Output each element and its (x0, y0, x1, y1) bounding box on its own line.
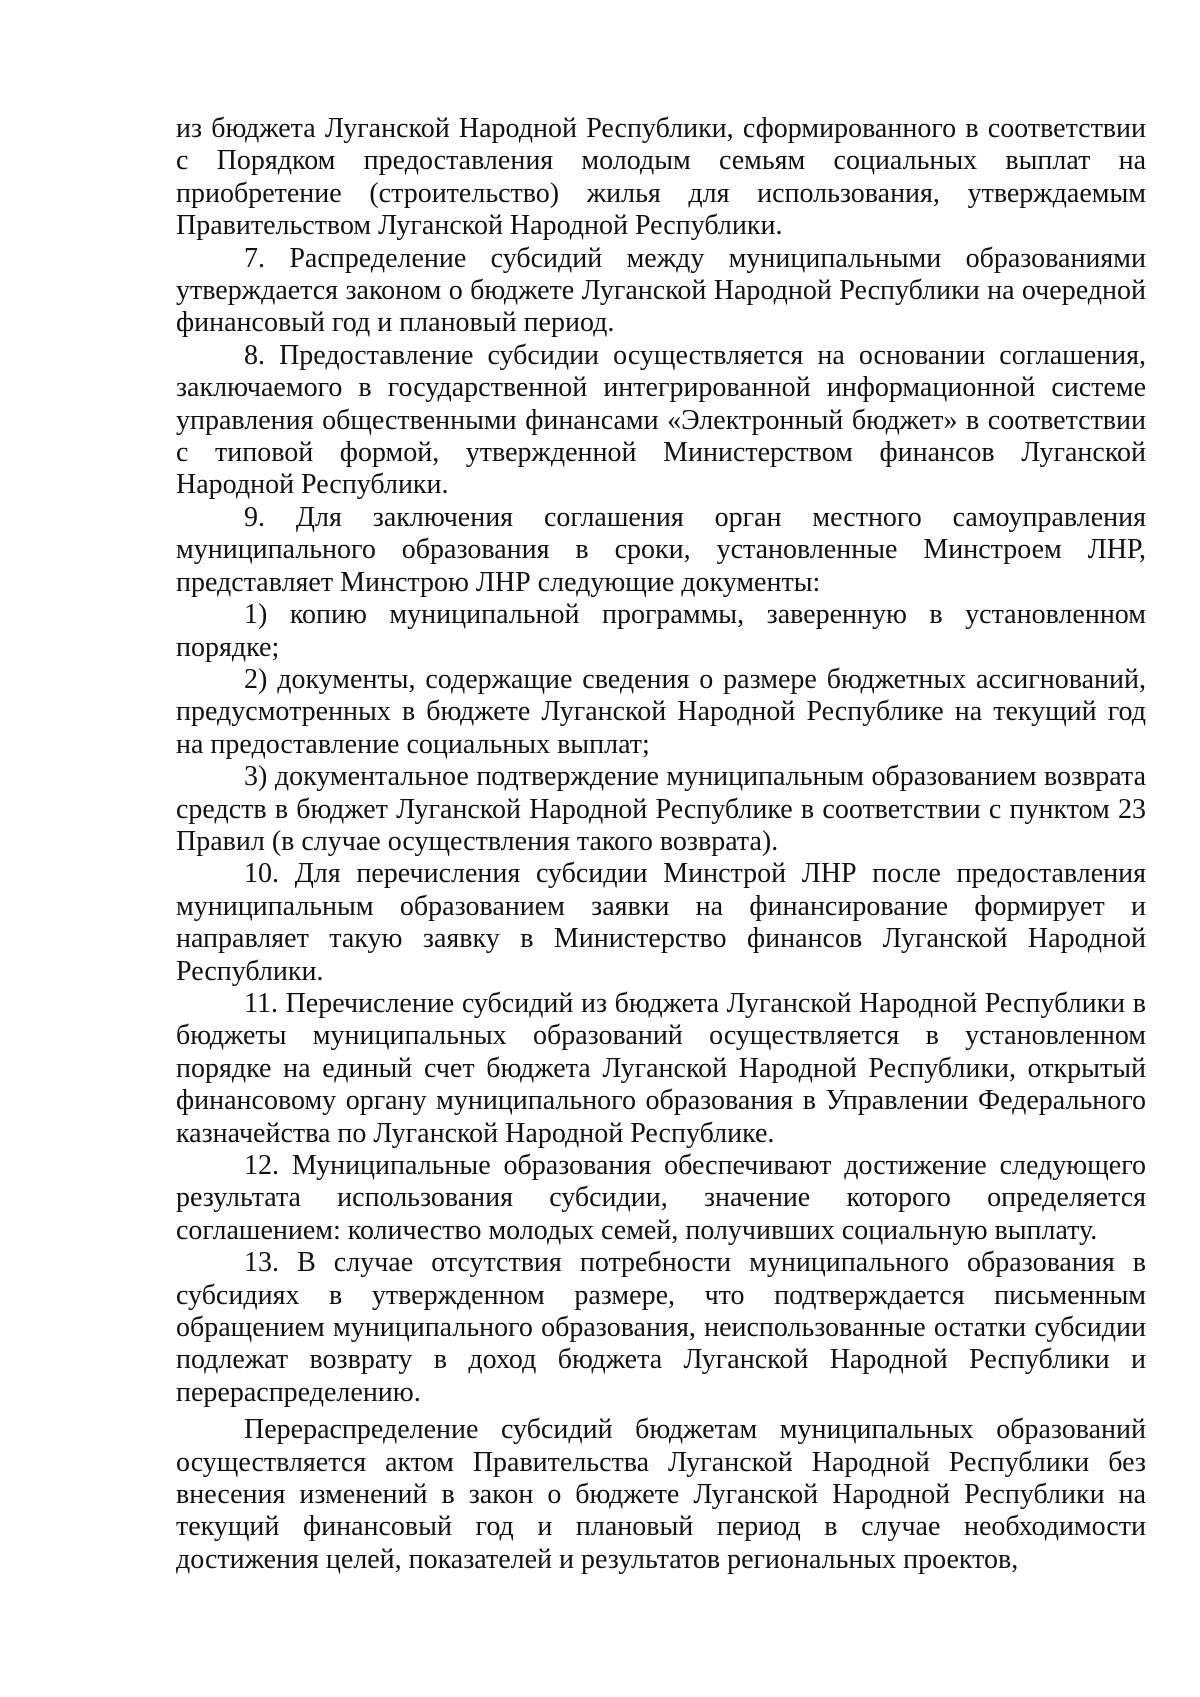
paragraph-redistribution: Перераспределение субсидий бюджетам муниципальных образований осуществляется актом Правительства Луганской Народной Республики без внесения изменений в закон о бюджете Луганской Народной Республики на текущий финансовый год и плановый период в случае необходимости достижения целей, показателей и результатов региональных проектов, (176, 1414, 1146, 1575)
document-page (176, 113, 1146, 1576)
paragraph-7: 7. Распределение субсидий между муниципальными образованиями утверждается законом о бюджете Луганской Народной Республики на очередной финансовый год и плановый период. (176, 242, 1146, 339)
paragraph-12: 12. Муниципальные образования обеспечивают достижение следующего результата использования субсидии, значение которого определяется соглашением: количество молодых семей, получивших социальную выплату. (176, 1150, 1146, 1246)
list-item-2: 2) документы, содержащие сведения о размере бюджетных ассигнований, предусмотренных в бюджете Луганской Народной Республике на текущий год на предоставление социальных выплат; (176, 663, 1146, 760)
list-item-3: 3) документальное подтверждение муниципальным образованием возврата средств в бюджет Луганской Народной Республике в соответствии с пунктом 23 Правил (в случае осуществления такого возврата). (176, 761, 1146, 857)
paragraph-continuation: из бюджета Луганской Народной Республики, сформированного в соответствии с Порядком предоставления молодым семьям социальных выплат на приобретение (строительство) жилья для использования, утверждаемым Правительством Луганской Народной Республики. (176, 113, 1146, 242)
paragraph-13: 13. В случае отсутствия потребности муниципального образования в субсидиях в утвержденном размере, что подтверждается письменным обращением муниципального образования, неиспользованные остатки субсидии подлежат возврату в доход бюджета Луганской Народной Республики и перераспределению. (176, 1247, 1146, 1408)
paragraph-8: 8. Предоставление субсидии осуществляется на основании соглашения, заключаемого в государственной интегрированной информационной системе управления общественными финансами «Электронный бюджет» в соответствии с типовой формой, утвержденной Министерством финансов Луганской Народной Республики. (176, 339, 1146, 501)
list-item-1: 1) копию муниципальной программы, заверенную в установленном порядке; (176, 599, 1146, 663)
paragraph-11: 11. Перечисление субсидий из бюджета Луганской Народной Республики в бюджеты муниципальных образований осуществляется в установленном порядке на единый счет бюджета Луганской Народной Республики, открытый финансовому органу муниципального образования в Управлении Федерального казначейства по Луганской Народной Республике. (176, 987, 1146, 1149)
paragraph-10: 10. Для перечисления субсидии Минстрой ЛНР после предоставления муниципальным образованием заявки на финансирование формирует и направляет такую заявку в Министерство финансов Луганской Народной Республики. (176, 858, 1146, 987)
paragraph-9: 9. Для заключения соглашения орган местного самоуправления муниципального образования в сроки, установленные Минстроем ЛНР, представляет Минстрою ЛНР следующие документы: (176, 501, 1146, 598)
